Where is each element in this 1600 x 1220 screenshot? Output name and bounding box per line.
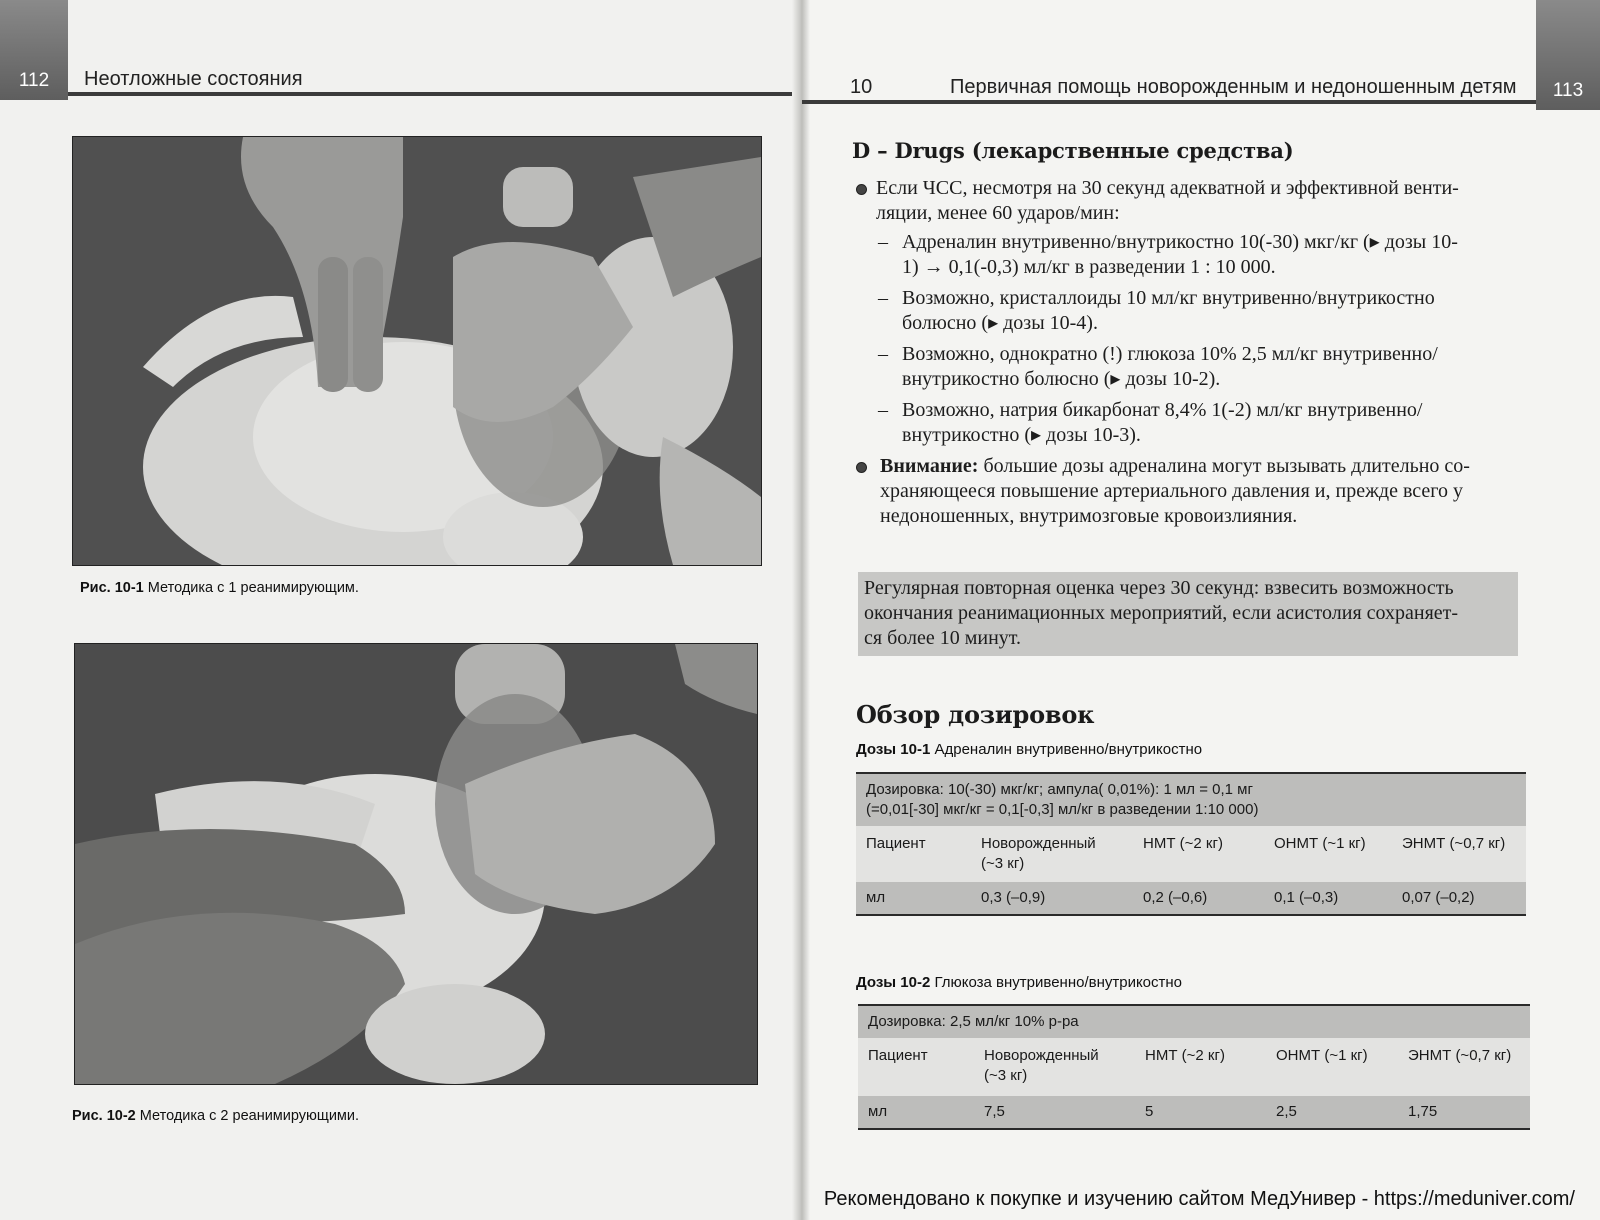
note-box: Регулярная повторная оценка через 30 секунд: взвесить возможность окончания реанимационных мероприятий, если асистолия сохраняет- ся более 10 минут. [858, 572, 1518, 656]
dose-subitem: – Возможно, кристаллоиды 10 мл/кг внутривенно/внутрикостно болюсно (▸ дозы 10-4). [878, 287, 1435, 334]
table-row: мл 7,5 5 2,5 1,75 [858, 1096, 1530, 1128]
running-header-right: Первичная помощь новорожденным и недоношенным детям [950, 76, 1517, 98]
page-number: 112 [18, 70, 50, 91]
overview-title: Обзор дозировок [856, 700, 1095, 729]
chapter-number: 10 [850, 76, 873, 98]
page-number-right: 113 [1552, 80, 1584, 101]
dosage-row: Дозировка: 2,5 мл/кг 10% р-ра [858, 1006, 1530, 1038]
page-number-tab-right [1536, 0, 1600, 110]
book-spine [792, 0, 810, 1220]
dose-table-glucose [858, 1004, 1530, 1130]
section-title: D – Drugs (лекарственные средства) [852, 138, 1294, 163]
header-rule-right [802, 100, 1536, 104]
figure-caption-2: Рис. 10-2 Методика с 2 реанимирующими. [72, 1108, 360, 1124]
warning-bullet: Внимание: большие дозы адреналина могут вызывать длительно со- храняющееся повышение артериального давления и, прежде всего у недоношенных, внутримозговые кровоизлияния. [856, 454, 1532, 529]
dose-table-title: Дозы 10-1 Адреналин внутривенно/внутрикостно [856, 741, 1203, 758]
bullet-item: Если ЧСС, несмотря на 30 секунд адекватной и эффективной венти- ляции, менее 60 ударов/мин: [856, 176, 1532, 226]
running-header: Неотложные состояния [84, 68, 303, 90]
dose-subitem: – Возможно, однократно (!) глюкоза 10% 2,5 мл/кг внутривенно/ внутрикостно болюсно (▸ дозы 10-2). [878, 343, 1438, 390]
table-row: мл 0,3 (–0,9) 0,2 (–0,6) 0,1 (–0,3) 0,07 (–0,2) [856, 882, 1526, 914]
header-row: Пациент Новорожденный (~3 кг) НМТ (~2 кг) ОНМТ (~1 кг) ЭНМТ (~0,7 кг) [856, 826, 1526, 882]
warning-label: Внимание: [880, 455, 979, 477]
bullet-dot-icon [856, 462, 867, 473]
bullet-dot-icon [856, 184, 867, 195]
dosage-row: Дозировка: 10(-30) мкг/кг; ампула( 0,01%): 1 мл = 0,1 мг (=0,01[-30] мкг/кг = 0,1[-0,3] мл/кг в разведении 1:10 000) [856, 774, 1526, 826]
header-row: Пациент Новорожденный (~3 кг) НМТ (~2 кг) ОНМТ (~1 кг) ЭНМТ (~0,7 кг) [858, 1038, 1530, 1096]
figure-caption-1: Рис. 10-1 Методика с 1 реанимирующим. [80, 580, 359, 596]
dose-table-adrenaline [856, 772, 1526, 916]
footer-watermark-text: Рекомендовано к покупке и изучению сайтом МедУнивер - https://meduniver.com/ [823, 1188, 1575, 1210]
figure-photo-2 [74, 643, 758, 1085]
dose-subitem: – Возможно, натрия бикарбонат 8,4% 1(-2) мл/кг внутривенно/ внутрикостно (▸ дозы 10-3). [878, 399, 1423, 446]
page-number-tab [0, 0, 68, 100]
dose-table-title: Дозы 10-2 Глюкоза внутривенно/внутрикостно [856, 974, 1183, 991]
header-rule [68, 92, 793, 96]
figure-photo-1 [72, 136, 762, 566]
dose-subitem: – Адреналин внутривенно/внутрикостно 10(-30) мкг/кг (▸ дозы 10- 1) → 0,1(-0,3) мл/кг в разведении 1 : 10 000. [878, 231, 1458, 278]
